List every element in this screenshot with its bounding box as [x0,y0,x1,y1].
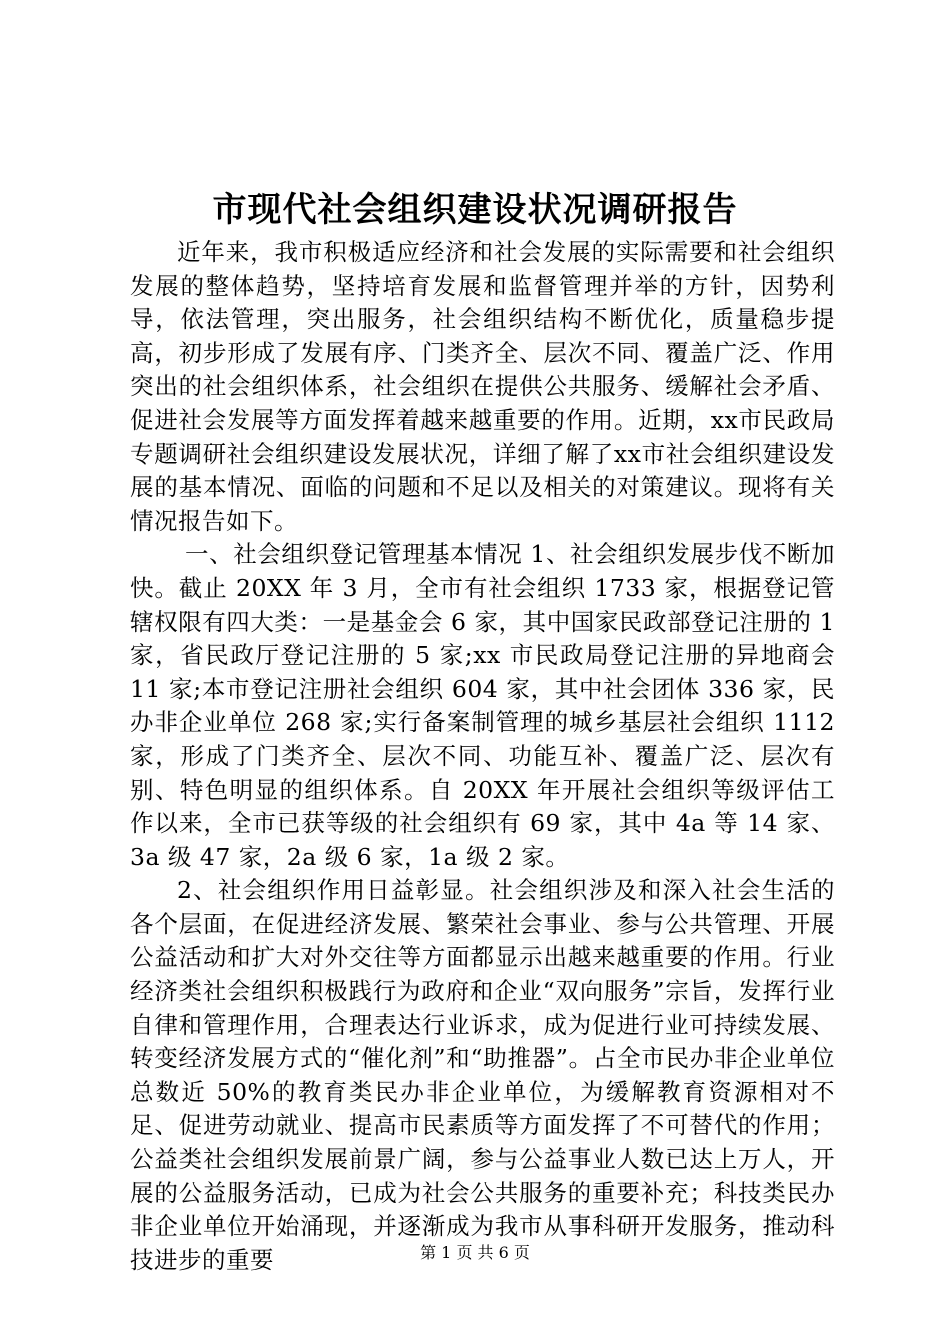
paragraph-section-2: 2、社会组织作用日益彰显。社会组织涉及和深入社会生活的各个层面，在促进经济发展、繁荣社会事业、参与公共管理、开展公益活动和扩大对外交往等方面都显示出越来越重要的作用。行业经济类社会组织积极践行为政府和企业“双向服务”宗旨，发挥行业自律和管理作用，合理表达行业诉求，成为促进行业可持续发展、转变经济发展方式的“催化剂”和“助推器”。占全市民办非企业单位总数近 50%的教育类民办非企业单位，为缓解教育资源相对不足、促进劳动就业、提高市民素质等方面发挥了不可替代的作用；公益类社会组织发展前景广阔，参与公益事业人数已达上万人，开展的公益服务活动，已成为社会公共服务的重要补充；科技类民办非企业单位开始涌现，并逐渐成为我市从事科研开发服务，推动科技进步的重要 [130,876,835,1274]
page-number-footer: 第 1 页 共 6 页 [420,1243,530,1262]
paragraph-intro: 近年来，我市积极适应经济和社会发展的实际需要和社会组织发展的整体趋势，坚持培育发展和监督管理并举的方针，因势利导，依法管理，突出服务，社会组织结构不断优化，质量稳步提高，初步形成了发展有序、门类齐全、层次不同、覆盖广泛、作用突出的社会组织体系，社会组织在提供公共服务、缓解社会矛盾、促进社会发展等方面发挥着越来越重要的作用。近期，xx市民政局专题调研社会组织建设发展状况，详细了解了xx市社会组织建设发展的基本情况、面临的问题和不足以及相关的对策建议。现将有关情况报告如下。 [130,238,835,535]
paragraph-section-1: 一、社会组织登记管理基本情况 1、社会组织发展步伐不断加快。截止 20XX 年 3 月，全市有社会组织 1733 家，根据登记管辖权限有四大类：一是基金会 6 家，其中国家民政部登记注册的 1 家，省民政厅登记注册的 5 家;xx 市民政局登记注册的异地商会 11 家;本市登记注册社会组织 604 家，其中社会团体 336 家，民办非企业单位 268 家;实行备案制管理的城乡基层社会组织 1112 家，形成了门类齐全、层次不同、功能互补、覆盖广泛、层次有别、特色明显的组织体系。自 20XX 年开展社会组织等级评估工作以来，全市已获等级的社会组织有 69 家，其中 4a 等 14 家、3a 级 47 家，2a 级 6 家，1a 级 2 家。 [130,540,835,871]
document-body [130,236,835,1277]
document-title: 市现代社会组织建设状况调研报告 [212,190,738,230]
